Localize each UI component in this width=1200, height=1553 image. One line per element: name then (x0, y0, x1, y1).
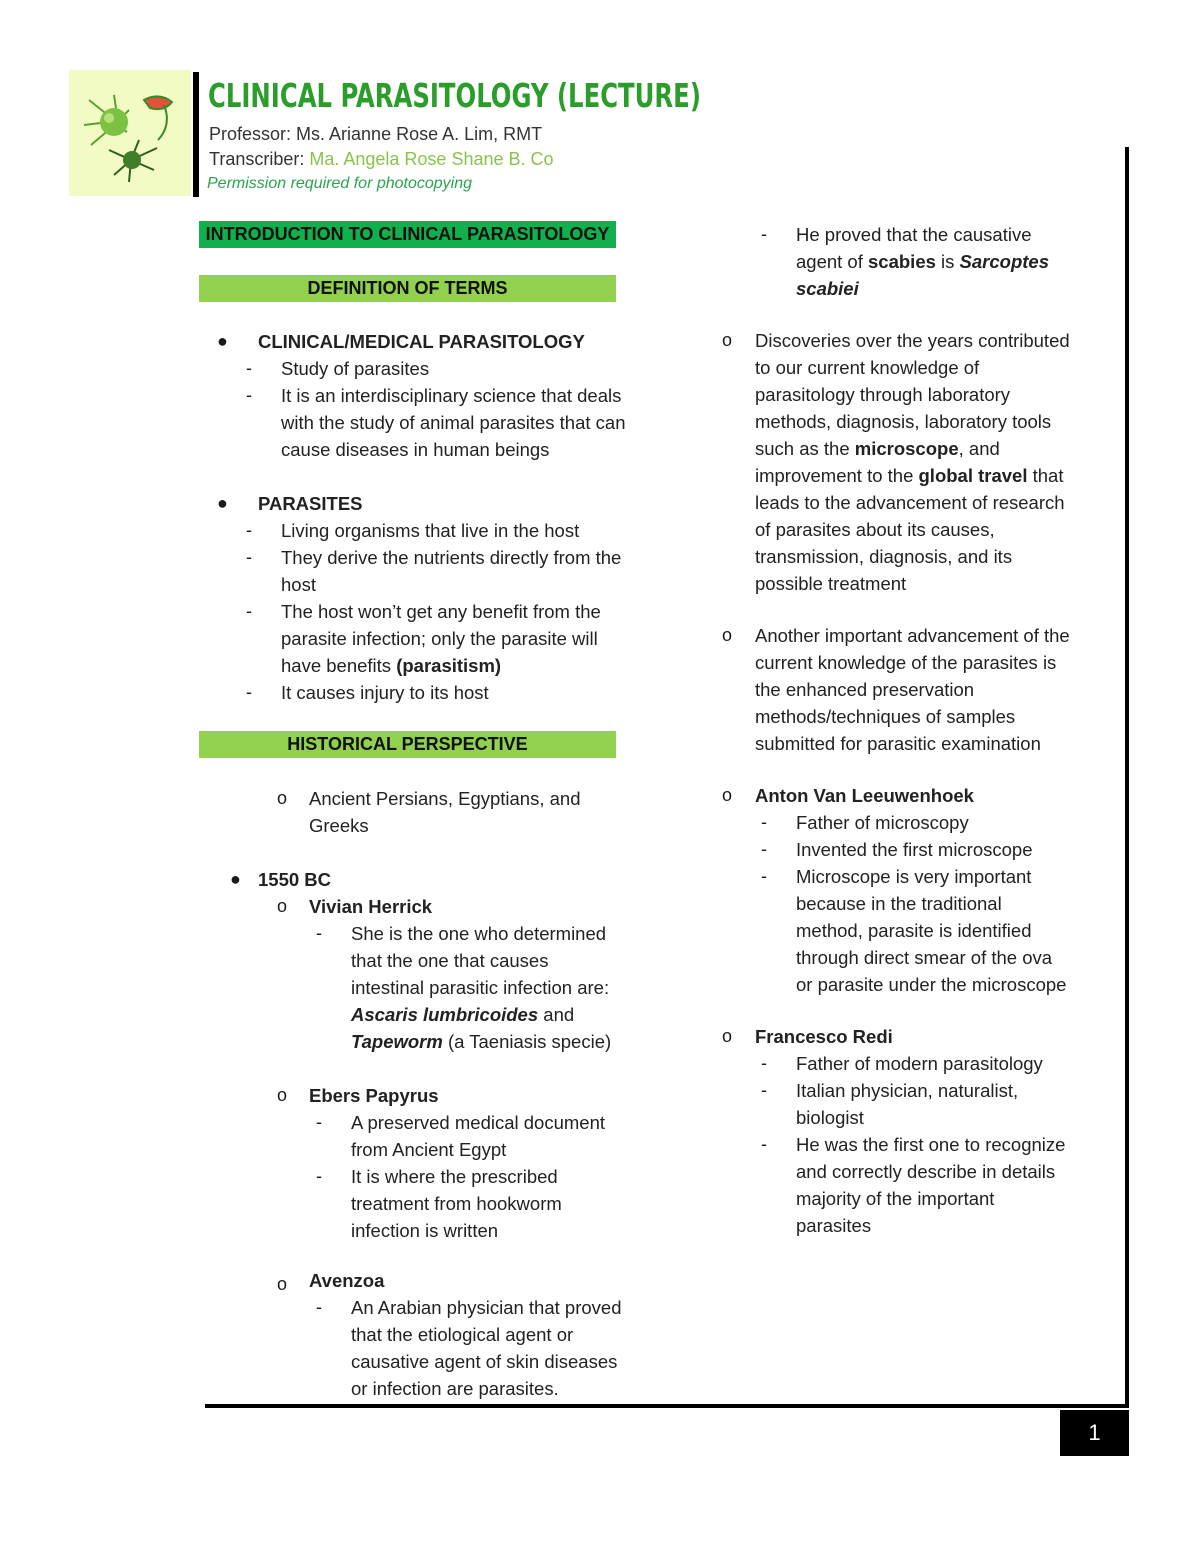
person-heading: Francesco Redi (755, 1026, 893, 1047)
text-run: (a Taeniasis specie) (442, 1031, 612, 1052)
list-item: treatment from hookworm (351, 1193, 562, 1214)
list-item: from Ancient Egypt (351, 1139, 507, 1160)
text-run: such as the (755, 438, 855, 459)
list-item: Another important advancement of the (755, 625, 1070, 646)
professor-line: Professor: Ms. Arianne Rose A. Lim, RMT (209, 124, 543, 144)
transcriber-label: Transcriber: (209, 149, 310, 169)
circle-bullet-icon: o (277, 896, 288, 916)
key-term: microscope (854, 438, 959, 459)
era-heading: 1550 BC (258, 869, 332, 890)
term-heading-parasites: PARASITES (258, 493, 363, 514)
list-item: host (281, 574, 316, 595)
bullet-icon: ● (230, 869, 241, 889)
list-item: transmission, diagnosis, and its (755, 546, 1013, 567)
list-item: method, parasite is identified (796, 920, 1032, 941)
list-item: They derive the nutrients directly from the (281, 547, 622, 568)
dash-icon: - (246, 547, 252, 567)
transcriber-name: Ma. Angela Rose Shane B. Co (309, 149, 554, 169)
dash-icon: - (761, 812, 767, 832)
footer-line (205, 1404, 1129, 1408)
dash-icon: - (761, 1134, 767, 1154)
list-item: methods, diagnosis, laboratory tools (755, 411, 1052, 432)
circle-bullet-icon: o (277, 1274, 288, 1294)
text-run: improvement to the (755, 465, 919, 486)
parasite-logo (69, 70, 191, 196)
circle-bullet-icon: o (277, 1085, 288, 1105)
circle-bullet-icon: o (722, 1026, 733, 1046)
list-item: through direct smear of the ova (796, 947, 1053, 968)
bullet-icon: ● (217, 331, 228, 351)
list-item: or infection are parasites. (351, 1378, 559, 1399)
list-item: parasites (796, 1215, 872, 1236)
dash-icon: - (316, 923, 322, 943)
text-run: , and (958, 438, 1000, 459)
circle-bullet-icon: o (722, 330, 733, 350)
species-name: Tapeworm (351, 1031, 443, 1052)
person-heading: Vivian Herrick (309, 896, 433, 917)
list-item: of parasites about its causes, (755, 519, 995, 540)
dash-icon: - (761, 1053, 767, 1073)
list-item: or parasite under the microscope (796, 974, 1067, 995)
list-item: with the study of animal parasites that can (281, 412, 626, 433)
list-item: Greeks (309, 815, 369, 836)
list-item: Italian physician, naturalist, (796, 1080, 1019, 1101)
list-item: and correctly describe in details (796, 1161, 1056, 1182)
dash-icon: - (316, 1297, 322, 1317)
disease-name: scabies (868, 251, 936, 272)
person-heading: Anton Van Leeuwenhoek (755, 785, 974, 806)
list-item (281, 652, 501, 679)
list-item: Discoveries over the years contributed (755, 330, 1070, 351)
parasite-illustration-icon (69, 70, 191, 196)
text-run: have benefits (281, 655, 397, 676)
text-run: is (935, 251, 960, 272)
list-item: cause diseases in human beings (281, 439, 550, 460)
list-item: possible treatment (755, 573, 907, 594)
section-band-definitions: DEFINITION OF TERMS (199, 275, 616, 302)
text-run: and (538, 1004, 575, 1025)
circle-bullet-icon: o (722, 785, 733, 805)
list-item: Father of microscopy (796, 812, 969, 833)
dash-icon: - (316, 1166, 322, 1186)
list-item: Father of modern parasitology (796, 1053, 1043, 1074)
list-item: intestinal parasitic infection are: (351, 977, 610, 998)
list-item: the enhanced preservation (755, 679, 975, 700)
list-item: Invented the first microscope (796, 839, 1033, 860)
dash-icon: - (246, 601, 252, 621)
dash-icon: - (761, 866, 767, 886)
list-item: Microscope is very important (796, 866, 1032, 887)
list-item: An Arabian physician that proved (351, 1297, 622, 1318)
permission-notice: Permission required for photocopying (207, 175, 473, 192)
list-item: that the one that causes (351, 950, 549, 971)
list-item (796, 248, 1049, 275)
species-name: Ascaris lumbricoides (351, 1004, 539, 1025)
text-run: that (1027, 465, 1064, 486)
section-band-historical: HISTORICAL PERSPECTIVE (199, 731, 616, 758)
list-item: He proved that the causative (796, 224, 1032, 245)
section-band-intro: INTRODUCTION TO CLINICAL PARASITOLOGY (199, 221, 616, 248)
document-title: CLINICAL PARASITOLOGY (LECTURE) (208, 76, 701, 115)
list-item: She is the one who determined (351, 923, 607, 944)
list-item: current knowledge of the parasites is (755, 652, 1057, 673)
list-item: He was the first one to recognize (796, 1134, 1066, 1155)
list-item: Ancient Persians, Egyptians, and (309, 788, 581, 809)
list-item: biologist (796, 1107, 864, 1128)
list-item: infection is written (351, 1220, 499, 1241)
list-item (351, 1028, 611, 1055)
list-item (351, 1001, 574, 1028)
header-divider (193, 72, 199, 197)
person-heading: Ebers Papyrus (309, 1085, 439, 1106)
text-run: agent of (796, 251, 869, 272)
page-number: 1 (1060, 1410, 1129, 1456)
list-item: majority of the important (796, 1188, 995, 1209)
right-border-line (1125, 147, 1129, 1407)
list-item: to our current knowledge of (755, 357, 980, 378)
list-item (755, 462, 1063, 489)
term-heading-clinical: CLINICAL/MEDICAL PARASITOLOGY (258, 331, 585, 352)
circle-bullet-icon: o (277, 788, 288, 808)
list-item: because in the traditional (796, 893, 1002, 914)
list-item: The host won’t get any benefit from the (281, 601, 601, 622)
list-item: leads to the advancement of research (755, 492, 1065, 513)
list-item: Study of parasites (281, 358, 430, 379)
list-item: that the etiological agent or (351, 1324, 574, 1345)
dash-icon: - (761, 1080, 767, 1100)
list-item (755, 435, 1000, 462)
list-item: It is an interdisciplinary science that deals (281, 385, 622, 406)
dash-icon: - (761, 839, 767, 859)
bullet-icon: ● (217, 493, 228, 513)
list-item: It causes injury to its host (281, 682, 489, 703)
key-term: global travel (918, 465, 1028, 486)
species-name: scabiei (796, 278, 859, 299)
person-heading: Avenzoa (309, 1270, 385, 1291)
list-item: methods/techniques of samples (755, 706, 1016, 727)
parasitism-term: (parasitism) (396, 655, 502, 676)
dash-icon: - (246, 520, 252, 540)
dash-icon: - (761, 224, 767, 244)
list-item: causative agent of skin diseases (351, 1351, 618, 1372)
dash-icon: - (246, 385, 252, 405)
dash-icon: - (246, 358, 252, 378)
list-item: submitted for parasitic examination (755, 733, 1041, 754)
circle-bullet-icon: o (722, 625, 733, 645)
species-name: Sarcoptes (959, 251, 1050, 272)
list-item: Living organisms that live in the host (281, 520, 580, 541)
list-item: parasitology through laboratory (755, 384, 1011, 405)
list-item: parasite infection; only the parasite will (281, 628, 598, 649)
dash-icon: - (316, 1112, 322, 1132)
dash-icon: - (246, 682, 252, 702)
transcriber-line (209, 149, 554, 170)
list-item: A preserved medical document (351, 1112, 605, 1133)
list-item: It is where the prescribed (351, 1166, 558, 1187)
